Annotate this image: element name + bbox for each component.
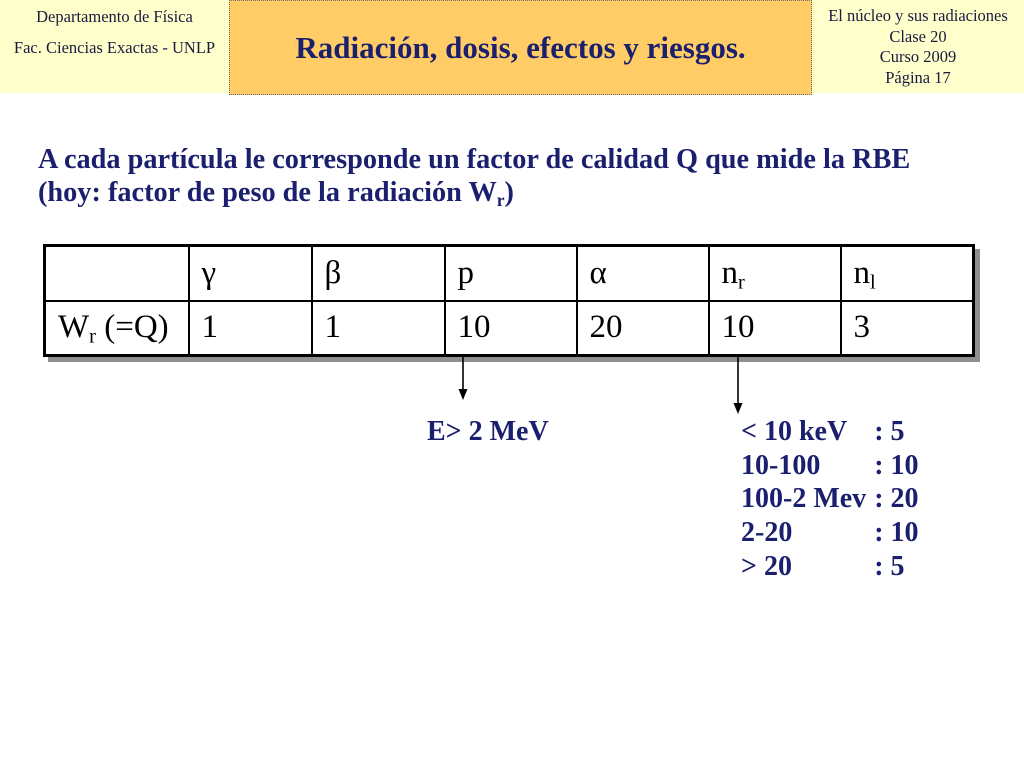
course-topic-label: El núcleo y sus radiaciones <box>828 6 1008 25</box>
neutron-arrow-icon <box>734 357 743 414</box>
intro-line-2-subscript: r <box>496 189 505 210</box>
value-neutron-r: 10 <box>709 301 841 356</box>
header-subscript: r <box>738 271 745 294</box>
header-symbol: n <box>853 254 870 291</box>
neutron-factor: : 20 <box>874 483 919 515</box>
table-data-row <box>45 301 974 356</box>
faculty-label: Fac. Ciencias Exactas - UNLP <box>13 38 216 57</box>
header-symbol: β <box>324 254 342 291</box>
table-header-beta <box>312 246 445 301</box>
header-symbol: α <box>589 254 607 291</box>
header-subscript: l <box>870 271 876 294</box>
intro-line-1: A cada partícula le corresponde un factor de calidad Q que mide la RBE <box>38 144 911 175</box>
header-symbol: p <box>457 254 474 291</box>
header-course-box <box>812 0 1024 93</box>
intro-line-2-close: ) <box>504 177 514 208</box>
table-header-neutron-r <box>709 246 841 301</box>
arrows-layer <box>450 354 750 420</box>
table-header-row <box>45 246 974 301</box>
intro-line-2 <box>38 176 910 209</box>
course-year-label: Curso 2009 <box>879 47 957 66</box>
table-header-neutron-l <box>841 246 974 301</box>
intro-text <box>38 143 910 209</box>
department-label: Departamento de Física <box>36 7 193 26</box>
neutron-energy-factor-list <box>741 415 919 584</box>
neutron-range: < 10 keV <box>741 416 848 447</box>
proton-arrow-icon <box>459 357 468 400</box>
lecture-label: Clase 20 <box>889 27 947 46</box>
neutron-factor: : 5 <box>874 550 905 582</box>
proton-energy-note: E> 2 MeV <box>427 416 549 447</box>
neutron-range: 100-2 Mev <box>741 483 867 515</box>
value-beta: 1 <box>312 301 445 356</box>
row-label-symbol: W <box>58 309 90 346</box>
neutron-factor: : 10 <box>874 517 919 549</box>
value-neutron-l: 3 <box>841 301 974 356</box>
neutron-factor: : 5 <box>874 416 905 447</box>
intro-line-2-text: (hoy: factor de peso de la radiación W <box>38 177 497 208</box>
row-label-cell <box>45 301 189 356</box>
page-number-label: Página 17 <box>885 68 951 87</box>
value-gamma: 1 <box>189 301 312 356</box>
neutron-range: 10-100 <box>741 449 821 481</box>
neutron-factor: : 10 <box>874 449 919 481</box>
row-label-suffix: (=Q) <box>95 309 169 346</box>
radiation-weighting-table <box>43 244 975 357</box>
table-header-alpha <box>577 246 709 301</box>
row-label-subscript: r <box>89 325 96 348</box>
value-proton: 10 <box>445 301 577 356</box>
header-department-box <box>0 0 229 93</box>
header-symbol: n <box>721 254 738 291</box>
neutron-range: > 20 <box>741 550 792 582</box>
table-header-proton <box>445 246 577 301</box>
neutron-range: 2-20 <box>741 517 793 549</box>
header-symbol: γ <box>201 254 217 291</box>
header-title-box <box>229 0 812 95</box>
value-alpha: 20 <box>577 301 709 356</box>
slide-title: Radiación, dosis, efectos y riesgos. <box>295 30 746 65</box>
table-corner-cell <box>45 246 189 301</box>
table-header-gamma <box>189 246 312 301</box>
